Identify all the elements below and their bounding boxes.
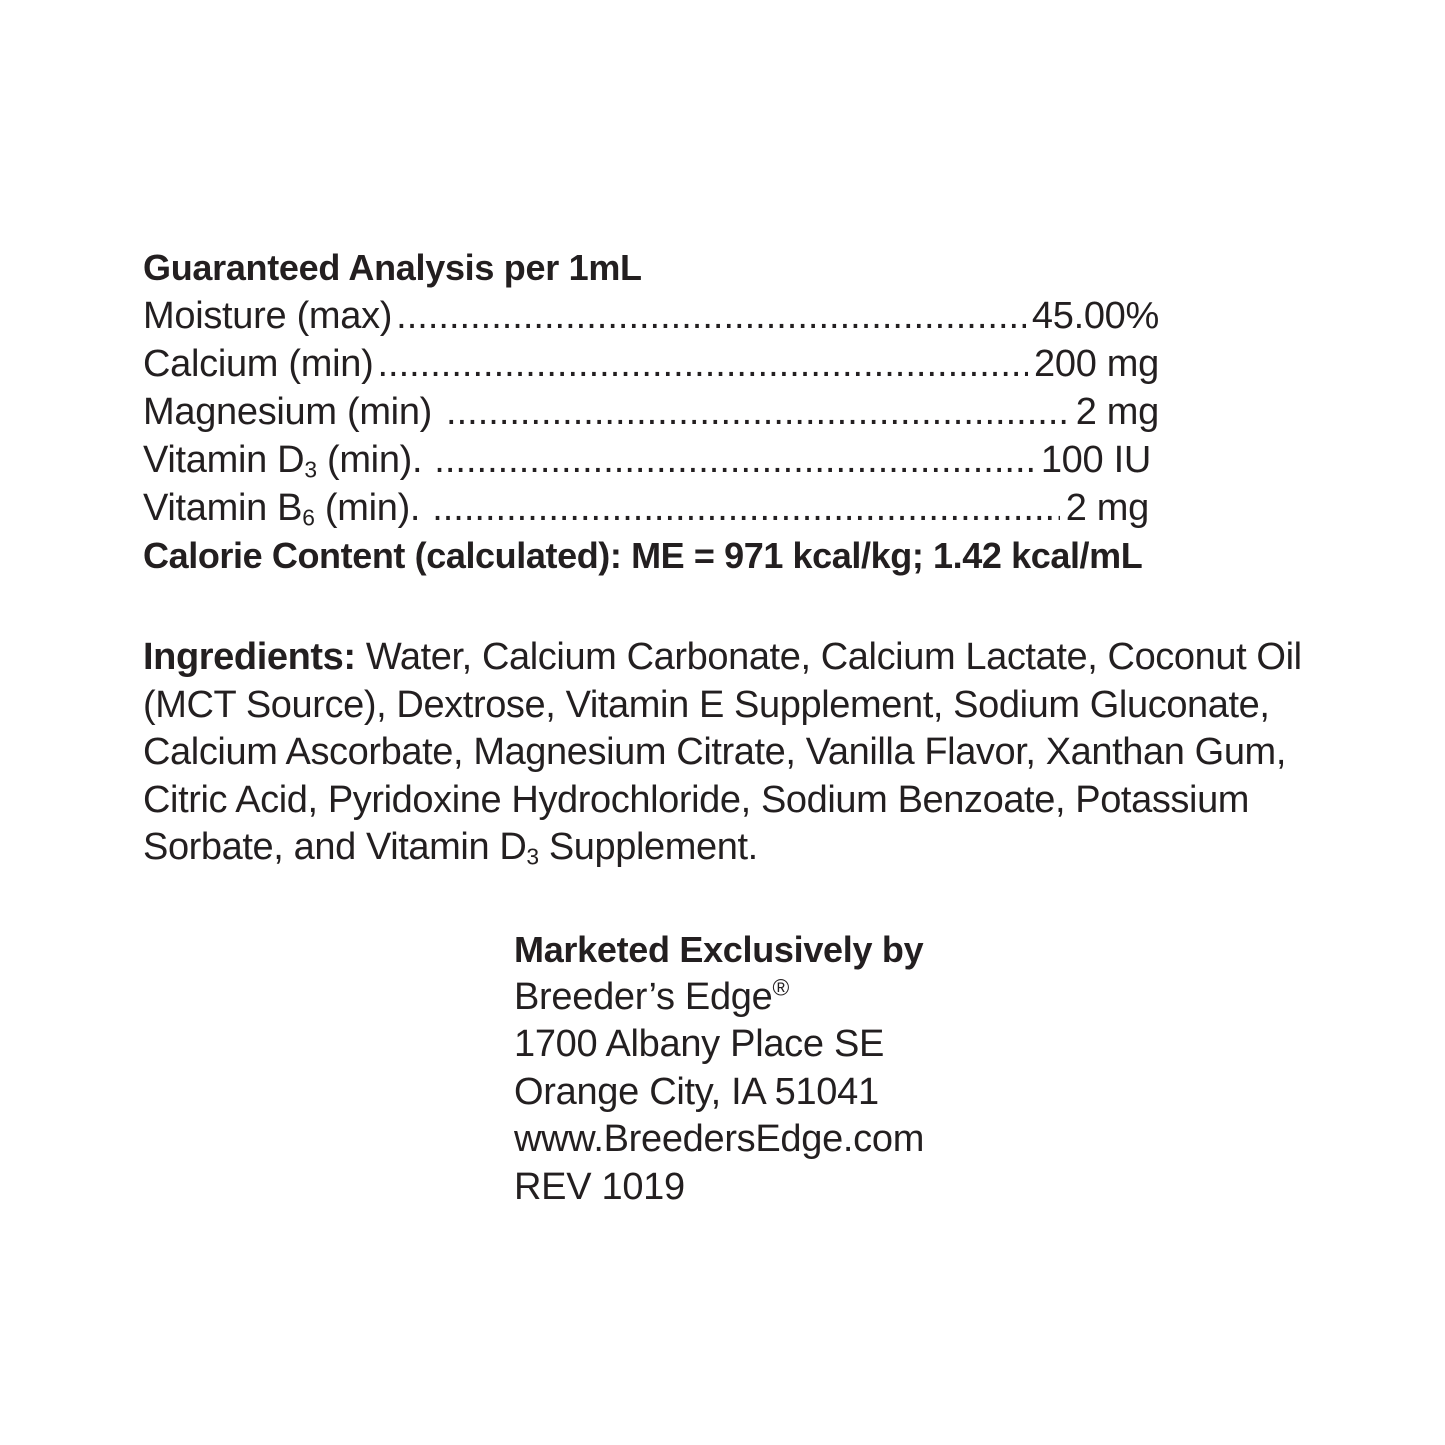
revision-code: REV 1019 [514, 1165, 685, 1208]
ingredients-block [143, 634, 1323, 872]
analysis-row-vitamin-b6 [143, 484, 1149, 532]
marketed-by-heading: Marketed Exclusively by [514, 929, 924, 970]
company-name: Breeder’s Edge® [514, 973, 789, 1018]
guaranteed-analysis [143, 244, 1243, 580]
dot-leader [432, 484, 1060, 532]
analysis-value: 45.00% [1031, 295, 1159, 337]
ingredients-tail: Supplement. [538, 826, 758, 868]
marketer-info [514, 926, 1214, 1211]
analysis-value: 2 mg [1075, 391, 1159, 433]
analysis-heading: Guaranteed Analysis per 1mL [143, 247, 642, 288]
subscript: 6 [302, 504, 315, 531]
address-line-2: Orange City, IA 51041 [514, 1070, 879, 1113]
analysis-value: 2 mg [1065, 487, 1149, 529]
website: www.BreedersEdge.com [514, 1118, 925, 1160]
address-line-1: 1700 Albany Place SE [514, 1023, 885, 1065]
registered-mark: ® [772, 973, 789, 1000]
analysis-row-vitamin-d3 [143, 436, 1151, 484]
analysis-row-moisture [143, 292, 1159, 340]
subscript: 3 [304, 456, 317, 483]
ingredients-label: Ingredients: [143, 636, 356, 678]
subscript: 3 [526, 843, 539, 870]
analysis-row-magnesium [143, 388, 1159, 436]
analysis-label: Vitamin $B_6$ (min). [143, 487, 421, 531]
analysis-value: 200 mg [1034, 343, 1159, 385]
dot-leader [377, 340, 1028, 388]
analysis-row-calcium [143, 340, 1159, 388]
analysis-label: Magnesium (min) [143, 391, 433, 433]
dot-leader [446, 388, 1070, 436]
analysis-label: Moisture (max) [143, 295, 393, 337]
dot-leader [396, 292, 1026, 340]
analysis-value: 100 IU [1040, 439, 1151, 481]
ingredients-text: Water, Calcium Carbonate, Calcium Lactate, Coconut Oil (MCT Source), Dextrose, Vitamin E Supplement, Sodium Gluconate, Calcium Ascorbate, Magnesium Citrate, Vanilla Flavor, Xanthan Gum, Citric Acid, Pyridoxine Hydrochloride, Sodium Benzoate, Potassium Sorbate, and Vitamin D [143, 636, 1302, 868]
analysis-label: Vitamin $D_3$ (min). [143, 439, 423, 483]
calorie-content: Calorie Content (calculated): ME = 971 kcal/kg; 1.42 kcal/mL [143, 535, 1143, 576]
analysis-label: Calcium (min) [143, 343, 374, 385]
dot-leader [434, 436, 1035, 484]
